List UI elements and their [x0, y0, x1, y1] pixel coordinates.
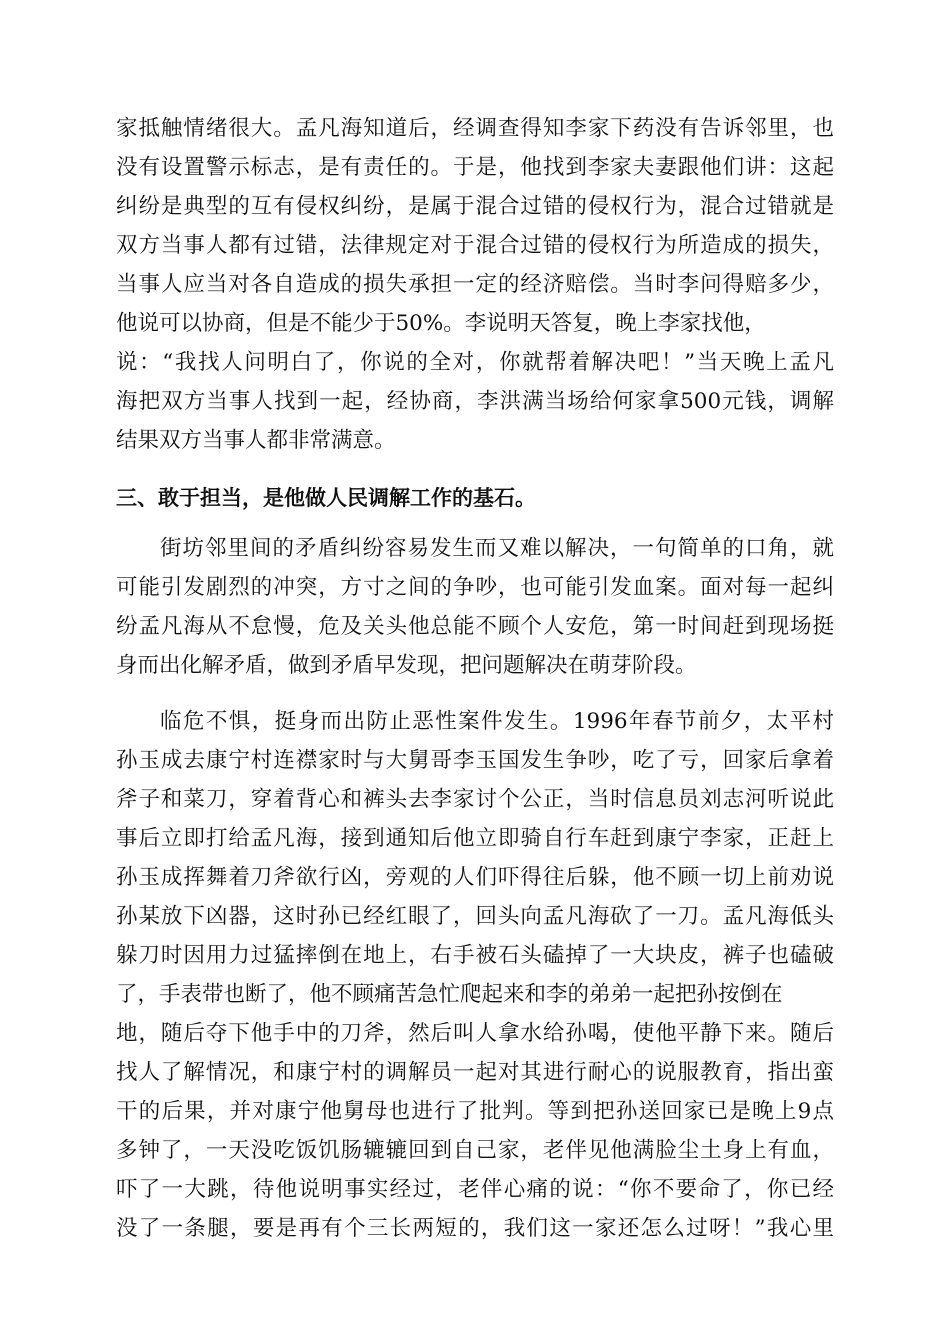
text-line: 海把双方当事人找到一起，经协商，李洪满当场给何家拿500元钱，调解 [116, 389, 834, 414]
text-line: 孙某放下凶器，这时孙已经红眼了，回头向孟凡海砍了一刀。孟凡海低头 [116, 904, 834, 929]
text-line: 没有设置警示标志，是有责任的。于是，他找到李家夫妻跟他们讲：这起 [116, 155, 834, 180]
text-line: 吓了一大跳，待他说明事实经过，老伴心痛的说：“你不要命了，你已经 [116, 1177, 834, 1202]
text-line: 说：“我找人问明白了，你说的全对，你就帮着解决吧！”当天晚上孟凡 [116, 350, 834, 375]
text-line: 地，随后夺下他手中的刀斧，然后叫人拿水给孙喝，使他平静下来。随后 [116, 1021, 834, 1046]
section-heading: 三、敢于担当，是他做人民调解工作的基石。 [116, 486, 536, 510]
text-line: 身而出化解矛盾，做到矛盾早发现，把问题解决在萌芽阶段。 [116, 653, 697, 678]
text-line: 可能引发剧烈的冲突，方寸之间的争吵，也可能引发血案。面对每一起纠 [116, 575, 834, 600]
text-line: 纷孟凡海从不怠慢，危及关头他总能不顾个人安危，第一时间赶到现场挺 [116, 614, 834, 639]
text-line: 当事人应当对各自造成的损失承担一定的经济赔偿。当时李问得赔多少， [116, 272, 834, 297]
text-line: 纠纷是典型的互有侵权纠纷，是属于混合过错的侵权行为，混合过错就是 [116, 194, 834, 219]
text-line: 躲刀时因用力过猛摔倒在地上，右手被石头磕掉了一大块皮，裤子也磕破 [116, 943, 834, 968]
text-line: 双方当事人都有过错，法律规定对于混合过错的侵权行为所造成的损失， [116, 233, 834, 258]
text-line: 干的后果，并对康宁他舅母也进行了批判。等到把孙送回家已是晚上9点 [116, 1099, 834, 1124]
text-line: 他说可以协商，但是不能少于50%。李说明天答复，晚上李家找他， [116, 311, 766, 336]
text-line: 事后立即打给孟凡海，接到通知后他立即骑自行车赶到康宁李家，正赶上 [116, 826, 834, 851]
text-line: 多钟了，一天没吃饭饥肠辘辘回到自己家，老伴见他满脸尘土身上有血， [116, 1138, 834, 1163]
text-line: 了，手表带也断了，他不顾痛苦急忙爬起来和李的弟弟一起把孙按倒在 [116, 982, 783, 1007]
text-line: 斧子和菜刀，穿着背心和裤头去李家讨个公正，当时信息员刘志河听说此 [116, 787, 834, 812]
text-line: 街坊邻里间的矛盾纠纷容易发生而又难以解决，一句简单的口角，就 [160, 536, 834, 561]
text-line: 临危不惧，挺身而出防止恶性案件发生。1996年春节前夕，太平村 [160, 709, 834, 734]
text-line: 没了一条腿，要是再有个三长两短的，我们这一家还怎么过呀！”我心里 [116, 1216, 834, 1241]
text-line: 家抵触情绪很大。孟凡海知道后，经调查得知李家下药没有告诉邻里，也 [116, 116, 834, 141]
text-line: 结果双方当事人都非常满意。 [116, 428, 396, 453]
text-line: 孙玉成挥舞着刀斧欲行凶，旁观的人们吓得往后躲，他不顾一切上前劝说 [116, 865, 834, 890]
text-line: 找人了解情况，和康宁村的调解员一起对其进行耐心的说服教育，指出蛮 [116, 1060, 834, 1085]
text-line: 孙玉成去康宁村连襟家时与大舅哥李玉国发生争吵，吃了亏，回家后拿着 [116, 748, 834, 773]
